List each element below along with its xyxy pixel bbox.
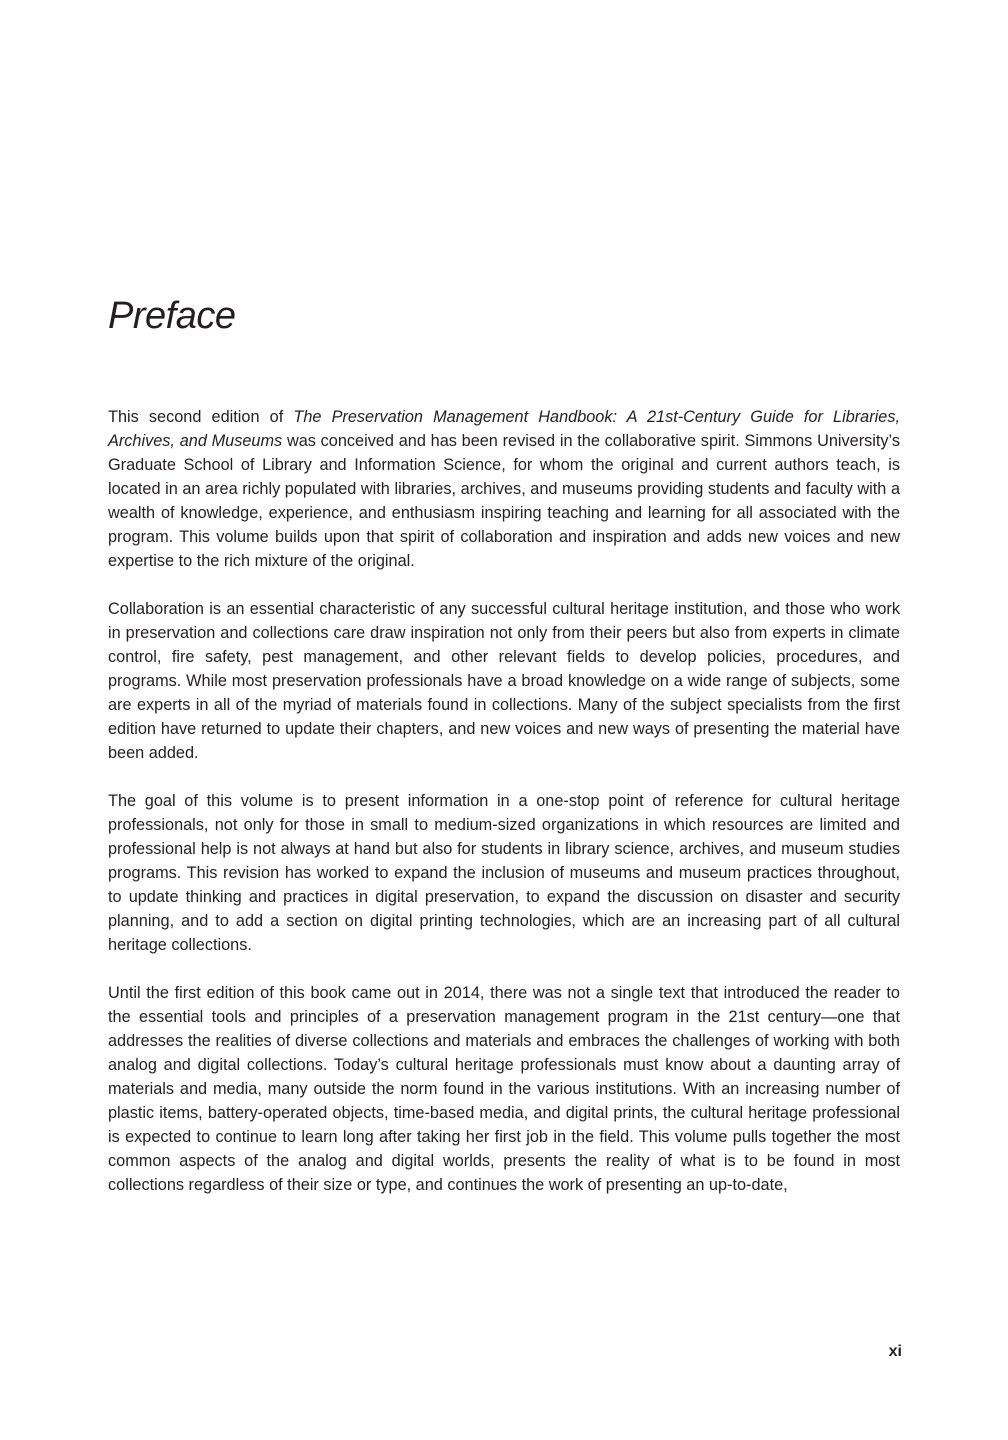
page-title: Preface: [108, 295, 236, 337]
book-title-italic: The Preservation Management Handbook: A 21st-Century Guide for Libraries, Archives, and Museums: [108, 408, 900, 450]
paragraph-2: Collaboration is an essential characteristic of any successful cultural heritage institution, and those who work in preservation and collections care draw inspiration not only from their peers but also from experts in climate control, fire safety, pest management, and other relevant fields to develop policies, procedures, and programs. While most preservation professionals have a broad knowledge on a wide range of subjects, some are experts in all of the myriad of materials found in collections. Many of the subject specialists from the first edition have returned to update their chapters, and new voices and new ways of presenting the material have been added.: [108, 600, 900, 762]
paragraph-3: The goal of this volume is to present information in a one-stop point of reference for cultural heritage professionals, not only for those in small to medium-sized organizations in which resources are limited and professional help is not always at hand but also for students in library science, archives, and museum studies programs. This revision has worked to expand the inclusion of museums and museum practices throughout, to update thinking and practices in digital preservation, to expand the discussion on disaster and security planning, and to add a section on digital printing technologies, which are an increasing part of all cultural heritage collections.: [108, 792, 900, 954]
paragraph-1-lead: This second edition of: [108, 408, 294, 426]
paragraph-1-rest: was conceived and has been revised in the collaborative spirit. Simmons University’s Graduate School of Library and Information Science, for whom the original and current authors teach, is located in an area richly populated with libraries, archives, and museums providing students and faculty with a wealth of knowledge, experience, and enthusiasm inspiring teaching and learning for all associated with the program. This volume builds upon that spirit of collaboration and inspiration and adds new voices and new expertise to the rich mixture of the original.: [108, 432, 900, 570]
paragraph-4: Until the first edition of this book came out in 2014, there was not a single text that introduced the reader to the essential tools and principles of a preservation management program in the 21st century—one that addresses the realities of diverse collections and materials and embraces the challenges of working with both analog and digital collections. Today’s cultural heritage professionals must know about a daunting array of materials and media, many outside the norm found in the various institutions. With an increasing number of plastic items, battery-operated objects, time-based media, and digital prints, the cultural heritage professional is expected to continue to learn long after taking her first job in the field. This volume pulls together the most common aspects of the analog and digital worlds, presents the reality of what is to be found in most collections regardless of their size or type, and continues the work of presenting an up-to-date,: [108, 984, 900, 1194]
page-number: xi: [888, 1343, 902, 1360]
body-text: [108, 405, 900, 1221]
paragraph-1: [108, 405, 900, 573]
